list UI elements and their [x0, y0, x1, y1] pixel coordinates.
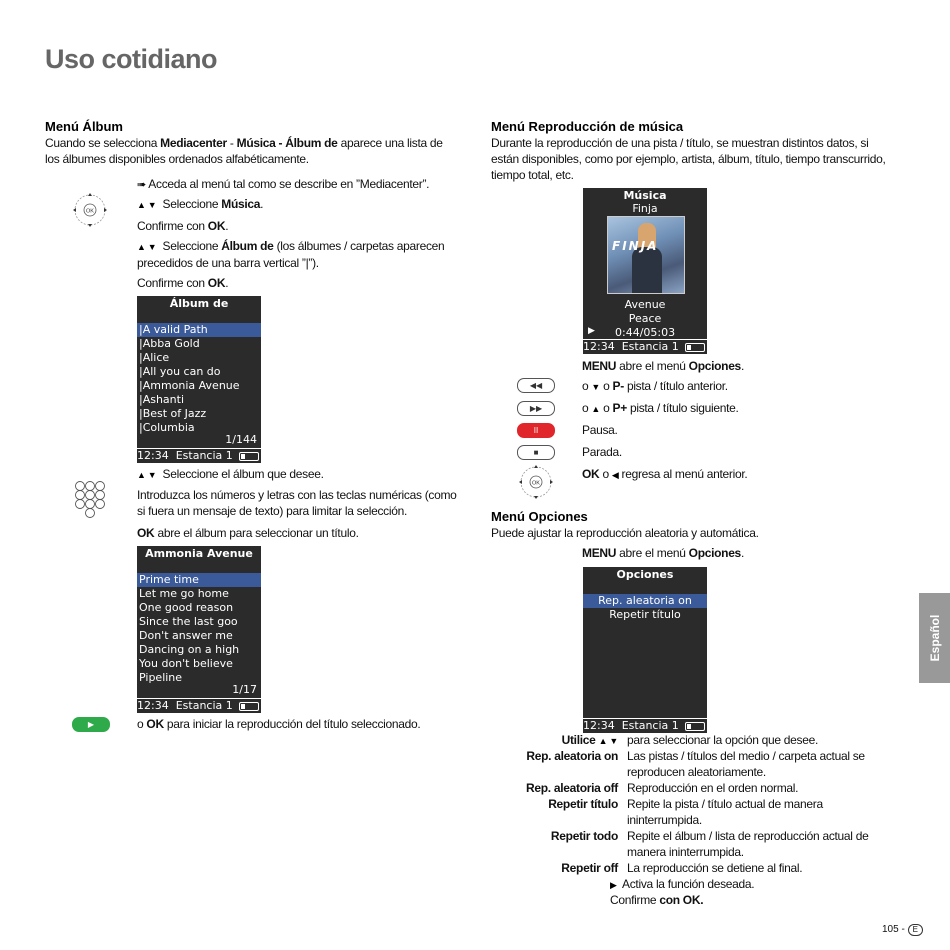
def-desc: La reproducción se detiene al final. — [627, 861, 803, 875]
step-select-album: ▲ ▼ Seleccione Álbum de (los álbumes / carpetas aparecen precedidos de una barra vertical ”|”). — [137, 239, 445, 270]
def-desc: ininterrumpida. — [627, 813, 702, 827]
status-bar — [583, 718, 707, 733]
def-desc: para seleccionar la opción que desee. — [627, 733, 819, 747]
activate-hint: ▶ Activa la función deseada. — [610, 877, 755, 891]
next-track-hint: o ▲ o P+ pista / título siguiente. — [582, 401, 739, 415]
pause-hint: Pausa. — [582, 423, 618, 437]
back-hint: OK o ◀ regresa al menú anterior. — [582, 467, 748, 481]
item-count: 1/144 — [225, 433, 257, 446]
up-down-arrows-icon: ▲ ▼ — [137, 470, 157, 480]
list-item[interactable]: |Ashanti — [139, 393, 185, 406]
def-desc: Las pistas / títulos del medio / carpeta actual se — [627, 749, 865, 763]
confirm-ok-1: Confirme con OK. — [137, 219, 229, 233]
step-select-album-2: ▲ ▼ Seleccione el álbum que desee. — [137, 467, 324, 481]
page-title: Uso cotidiano — [45, 44, 218, 74]
def-desc: Reproducción en el orden normal. — [627, 781, 799, 795]
list-item[interactable]: One good reason — [139, 601, 234, 614]
def-label: Rep. aleatoria off — [526, 781, 618, 795]
def-label: Repetir título — [548, 797, 618, 811]
forward-button[interactable]: ▶▶ — [517, 401, 555, 416]
list-item[interactable]: |A valid Path — [137, 323, 261, 337]
up-down-arrows-icon: ▲ ▼ — [137, 200, 157, 210]
up-arrow-icon: ▲ — [591, 404, 601, 414]
album-name: Avenue — [624, 298, 666, 311]
final-confirm: Confirme con OK. — [610, 893, 704, 907]
language-side-tab: Español — [919, 593, 950, 683]
def-desc: reproducen aleatoriamente. — [627, 765, 766, 779]
cover-text: FINJA — [612, 239, 659, 253]
list-item[interactable]: |Columbia — [139, 421, 195, 434]
list-item[interactable]: Pipeline — [139, 671, 183, 684]
option-repeat[interactable]: Repetir título — [609, 608, 681, 621]
track-name: Peace — [628, 312, 662, 325]
status-room: Estancia 1 — [175, 699, 233, 712]
status-time: 12:34 — [583, 340, 615, 353]
ok-navigator-icon[interactable] — [518, 464, 554, 500]
def-desc: manera ininterrumpida. — [627, 845, 744, 859]
status-time: 12:34 — [137, 449, 169, 462]
playing-icon: ▶ — [588, 326, 595, 336]
step-select-music: ▲ ▼ Seleccione Música. — [137, 197, 264, 211]
list-item[interactable]: Dancing on a high — [139, 643, 240, 656]
stop-hint: Parada. — [582, 445, 622, 459]
play-button[interactable]: ▶ — [72, 717, 110, 732]
artist-name: Finja — [632, 202, 658, 215]
list-item[interactable]: Since the last goo — [139, 615, 238, 628]
list-item[interactable]: You don't believe — [139, 657, 233, 670]
svg-text:OK: OK — [86, 208, 94, 215]
def-label: Repetir todo — [550, 829, 618, 843]
status-bar — [137, 448, 261, 463]
elapsed-time: 0:44/05:03 — [615, 326, 676, 339]
option-shuffle[interactable]: Rep. aleatoria on — [583, 594, 707, 608]
screen-title: Ammonia Avenue — [145, 547, 253, 560]
numeric-keypad-icon — [73, 480, 107, 522]
list-item[interactable]: Let me go home — [139, 587, 229, 600]
options-screen — [583, 567, 707, 733]
screen-title: Opciones — [616, 568, 674, 581]
language-badge: E — [908, 924, 923, 936]
track-list-screen — [137, 546, 261, 713]
menu-opens-options: MENU abre el menú Opciones. — [582, 359, 744, 373]
list-item[interactable]: Don't answer me — [139, 629, 233, 642]
def-label: Utilice ▲ ▼ — [561, 733, 618, 747]
options-list — [583, 594, 707, 622]
right-arrow-icon: ▶ — [610, 880, 617, 890]
track-list — [137, 573, 261, 685]
confirm-ok-2: Confirme con OK. — [137, 276, 229, 290]
ok-navigator-icon — [72, 192, 108, 228]
def-label: Rep. aleatoria on — [526, 749, 618, 763]
up-down-arrows-icon: ▲ ▼ — [598, 736, 618, 746]
battery-icon — [685, 722, 705, 731]
def-label: Repetir off — [561, 861, 618, 875]
options-intro: Puede ajustar la reproducción aleatoria y automática. — [491, 526, 759, 540]
prev-track-hint: o ▼ o P- pista / título anterior. — [582, 379, 728, 393]
album-list — [137, 323, 261, 435]
status-bar — [583, 339, 707, 354]
album-menu-heading: Menú Álbum — [45, 119, 123, 134]
play-hint: o OK para iniciar la reproducción del título seleccionado. — [137, 717, 421, 731]
step-access-menu: ➠ Acceda al menú tal como se describe en ”Mediacenter”. — [137, 177, 430, 191]
status-room: Estancia 1 — [621, 719, 679, 732]
item-count: 1/17 — [232, 683, 257, 696]
battery-icon — [239, 452, 259, 461]
pause-button[interactable]: II — [517, 423, 555, 438]
ok-open-album: OK abre el álbum para seleccionar un título. — [137, 526, 359, 540]
options-menu-opens: MENU abre el menú Opciones. — [582, 546, 744, 560]
screen-title: Álbum de — [169, 297, 229, 310]
def-desc: Repite la pista / título actual de manera — [627, 797, 823, 811]
screen-title: Música — [623, 189, 667, 202]
svg-text:OK: OK — [532, 480, 540, 487]
album-cover-image — [607, 216, 685, 294]
rewind-button[interactable]: ◀◀ — [517, 378, 555, 393]
up-down-arrows-icon: ▲ ▼ — [137, 242, 157, 252]
status-room: Estancia 1 — [175, 449, 233, 462]
battery-icon — [239, 702, 259, 711]
options-menu-heading: Menú Opciones — [491, 509, 588, 524]
music-intro: Durante la reproducción de una pista / título, se muestran distintos datos, si están disponibles, como por ejemplo, artista, álbum, título, tiempo transcurrido, tiempo total, etc. — [491, 136, 886, 182]
list-item[interactable]: Prime time — [137, 573, 261, 587]
album-list-screen — [137, 296, 261, 463]
status-time: 12:34 — [137, 699, 169, 712]
list-item[interactable]: |Ammonia Avenue — [139, 379, 240, 392]
numeric-input-hint: Introduzca los números y letras con las teclas numéricas (como si fuera un mensaje de texto) para limitar la selección. — [137, 488, 457, 518]
status-room: Estancia 1 — [621, 340, 679, 353]
music-menu-heading: Menú Reproducción de música — [491, 119, 684, 134]
page-number: 105 - E — [882, 924, 923, 936]
status-time: 12:34 — [583, 719, 615, 732]
list-item[interactable]: |Best of Jazz — [139, 407, 207, 420]
def-desc: Repite el álbum / lista de reproducción actual de — [627, 829, 869, 843]
status-bar — [137, 698, 261, 713]
down-arrow-icon: ▼ — [591, 382, 601, 392]
battery-icon — [685, 343, 705, 352]
music-playback-screen — [583, 188, 707, 354]
list-item[interactable]: |All you can do — [139, 365, 221, 378]
list-item[interactable]: |Alice — [139, 351, 170, 364]
stop-button[interactable]: ■ — [517, 445, 555, 460]
left-arrow-icon: ◀ — [611, 470, 619, 480]
album-intro: Cuando se selecciona Mediacenter - Música - Álbum de aparece una lista de los álbumes disponibles ordenados alfabéticamente. — [45, 136, 443, 166]
list-item[interactable]: |Abba Gold — [139, 337, 200, 350]
